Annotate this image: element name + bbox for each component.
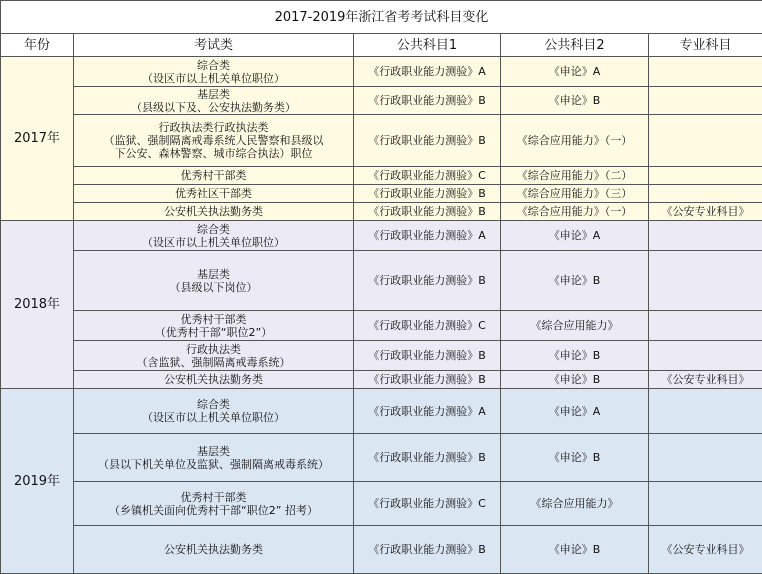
year-cell: 2019年 (1, 389, 74, 574)
exam-category-cell: 基层类 （县以下机关单位及监狱、强制隔离戒毒系统） (74, 434, 354, 482)
table-row (1, 87, 762, 115)
exam-category-cell: 综合类 （设区市以上机关单位职位） (74, 57, 354, 87)
subject2-cell: 《申论》B (501, 526, 649, 574)
subject2-cell: 《申论》B (501, 371, 649, 389)
exam-category-cell: 优秀社区干部类 (74, 185, 354, 203)
subject1-cell: 《行政职业能力测验》C (354, 311, 501, 341)
header-specialty: 专业科目 (649, 34, 762, 57)
subject1-cell: 《行政职业能力测验》B (354, 371, 501, 389)
subject2-cell: 《综合应用能力》 (501, 482, 649, 526)
subject2-cell: 《申论》B (501, 87, 649, 115)
subject2-cell: 《综合应用能力》（二） (501, 167, 649, 185)
subject2-cell: 《申论》B (501, 341, 649, 371)
specialty-cell (649, 434, 762, 482)
exam-category-cell: 公安机关执法勤务类 (74, 526, 354, 574)
exam-category-cell: 优秀村干部类 （乡镇机关面向优秀村干部“职位2” 招考） (74, 482, 354, 526)
table-row (1, 311, 762, 341)
exam-category-cell: 综合类 （设区市以上机关单位职位） (74, 389, 354, 434)
year-cell: 2018年 (1, 221, 74, 389)
exam-category-cell: 公安机关执法勤务类 (74, 203, 354, 221)
table-row (1, 203, 762, 221)
header-year: 年份 (1, 34, 74, 57)
subject1-cell: 《行政职业能力测验》B (354, 87, 501, 115)
specialty-cell (649, 167, 762, 185)
table-row (1, 57, 762, 87)
subject2-cell: 《综合应用能力》 (501, 311, 649, 341)
subject2-cell: 《申论》A (501, 57, 649, 87)
exam-category-cell: 优秀村干部类 （优秀村干部“职位2”） (74, 311, 354, 341)
exam-category-cell: 综合类 （设区市以上机关单位职位） (74, 221, 354, 251)
subject1-cell: 《行政职业能力测验》B (354, 341, 501, 371)
subject2-cell: 《综合应用能力》（一） (501, 203, 649, 221)
exam-category-cell: 行政执法类 （含监狱、强制隔离戒毒系统） (74, 341, 354, 371)
header-subject2: 公共科目2 (501, 34, 649, 57)
subject1-cell: 《行政职业能力测验》A (354, 389, 501, 434)
table-title: 2017-2019年浙江省考考试科目变化 (1, 1, 762, 34)
year-cell: 2017年 (1, 57, 74, 221)
table-row (1, 341, 762, 371)
subject2-cell: 《申论》B (501, 434, 649, 482)
specialty-cell (649, 311, 762, 341)
table-row (1, 251, 762, 311)
exam-category-cell: 优秀村干部类 (74, 167, 354, 185)
exam-category-cell: 行政执法类行政执法类 （监狱、强制隔离戒毒系统人民警察和县级以 下公安、森林警察、城市综合执法）职位 (74, 115, 354, 167)
header-subject1: 公共科目1 (354, 34, 501, 57)
table-row (1, 221, 762, 251)
specialty-cell: 《公安专业科目》 (649, 526, 762, 574)
subject1-cell: 《行政职业能力测验》A (354, 221, 501, 251)
exam-category-cell: 基层类 （县级以下及、公安执法勤务类） (74, 87, 354, 115)
specialty-cell (649, 115, 762, 167)
subject2-cell: 《综合应用能力》（三） (501, 185, 649, 203)
table-row (1, 389, 762, 434)
specialty-cell: 《公安专业科目》 (649, 203, 762, 221)
exam-category-cell: 基层类 （县级以下岗位） (74, 251, 354, 311)
specialty-cell (649, 185, 762, 203)
subject1-cell: 《行政职业能力测验》B (354, 251, 501, 311)
specialty-cell (649, 221, 762, 251)
subject1-cell: 《行政职业能力测验》B (354, 185, 501, 203)
specialty-cell (649, 389, 762, 434)
subject2-cell: 《综合应用能力》（一） (501, 115, 649, 167)
specialty-cell (649, 57, 762, 87)
specialty-cell (649, 251, 762, 311)
table-row (1, 482, 762, 526)
header-category: 考试类 (74, 34, 354, 57)
specialty-cell (649, 87, 762, 115)
table-row (1, 526, 762, 574)
subject2-cell: 《申论》A (501, 221, 649, 251)
exam-category-cell: 公安机关执法勤务类 (74, 371, 354, 389)
table-row (1, 371, 762, 389)
table-row (1, 434, 762, 482)
table-row (1, 167, 762, 185)
specialty-cell (649, 482, 762, 526)
specialty-cell (649, 341, 762, 371)
subject1-cell: 《行政职业能力测验》B (354, 203, 501, 221)
subject1-cell: 《行政职业能力测验》B (354, 434, 501, 482)
subject1-cell: 《行政职业能力测验》B (354, 115, 501, 167)
subject1-cell: 《行政职业能力测验》C (354, 167, 501, 185)
table-row (1, 185, 762, 203)
specialty-cell: 《公安专业科目》 (649, 371, 762, 389)
subject1-cell: 《行政职业能力测验》A (354, 57, 501, 87)
subject2-cell: 《申论》A (501, 389, 649, 434)
subject1-cell: 《行政职业能力测验》C (354, 482, 501, 526)
table-row (1, 115, 762, 167)
subject1-cell: 《行政职业能力测验》B (354, 526, 501, 574)
subject2-cell: 《申论》B (501, 251, 649, 311)
